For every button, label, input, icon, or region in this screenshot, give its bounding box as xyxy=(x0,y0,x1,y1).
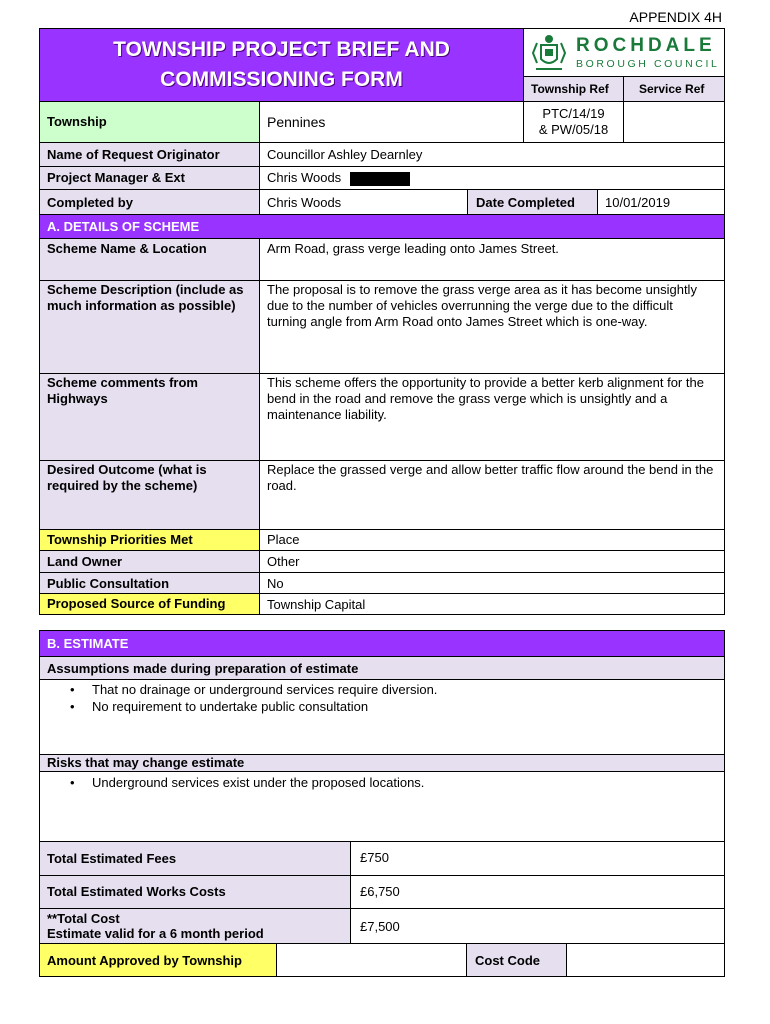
manager-value: Chris Woods xyxy=(267,170,342,185)
works-label-cell: Total Estimated Works Costs xyxy=(39,875,351,909)
completed-by-value-cell xyxy=(259,189,468,215)
priorities-value: Place xyxy=(267,532,300,547)
funding-value-cell xyxy=(259,593,725,615)
scheme-name-value: Arm Road, grass verge leading onto James Street. xyxy=(267,241,559,256)
form-title-box xyxy=(39,28,524,102)
approved-label-cell: Amount Approved by Township xyxy=(39,943,277,977)
date-completed-value-cell xyxy=(597,189,725,215)
funding-label-cell: Proposed Source of Funding xyxy=(39,593,260,615)
risk-item: • Underground services exist under the proposed locations. xyxy=(40,774,724,791)
assumption-item: • No requirement to undertake public consultation xyxy=(40,698,724,715)
section-a-header: A. DETAILS OF SCHEME xyxy=(39,214,725,239)
consultation-value: No xyxy=(267,576,284,591)
township-label-cell: Township xyxy=(39,101,260,143)
assumption-item: • That no drainage or underground services require diversion. xyxy=(40,681,724,698)
completed-by-value: Chris Woods xyxy=(267,195,342,210)
assumptions-label-cell: Assumptions made during preparation of estimate xyxy=(39,656,725,680)
township-value-cell xyxy=(259,101,524,143)
fees-label-cell: Total Estimated Fees xyxy=(39,841,351,876)
consultation-label-cell: Public Consultation xyxy=(39,572,260,594)
cost-code-label-cell: Cost Code xyxy=(466,943,567,977)
township-ref-value-cell xyxy=(523,101,624,143)
scheme-name-value-cell xyxy=(259,238,725,281)
form-title-line1: TOWNSHIP PROJECT BRIEF AND xyxy=(113,38,450,61)
land-owner-label-cell: Land Owner xyxy=(39,550,260,573)
cost-code-value-cell xyxy=(566,943,725,977)
priorities-label-cell: Township Priorities Met xyxy=(39,529,260,551)
total-cost-value-cell xyxy=(350,908,725,944)
total-cost-value: £7,500 xyxy=(360,919,400,934)
township-ref-value: PTC/14/19 & PW/05/18 xyxy=(538,106,609,137)
council-logo-box xyxy=(523,28,725,77)
fees-value-cell xyxy=(350,841,725,876)
priorities-value-cell xyxy=(259,529,725,551)
assumptions-list-cell xyxy=(39,679,725,755)
manager-label-cell: Project Manager & Ext xyxy=(39,166,260,190)
section-b-header: B. ESTIMATE xyxy=(39,630,725,657)
date-completed-label-cell: Date Completed xyxy=(467,189,598,215)
description-value-cell xyxy=(259,280,725,374)
outcome-value: Replace the grassed verge and allow better traffic flow around the bend in the road. xyxy=(267,462,714,493)
comments-value: This scheme offers the opportunity to provide a better kerb alignment for the bend in the road and remove the grass verge which is unsightly and a maintenance liability. xyxy=(267,375,704,422)
land-owner-value-cell xyxy=(259,550,725,573)
service-ref-header: Service Ref xyxy=(623,76,725,102)
form-title-line2: COMMISSIONING FORM xyxy=(160,68,403,91)
comments-label-cell: Scheme comments from Highways xyxy=(39,373,260,461)
comments-value-cell xyxy=(259,373,725,461)
redacted-extension xyxy=(350,172,410,186)
originator-label-cell: Name of Request Originator xyxy=(39,142,260,167)
risks-label-cell: Risks that may change estimate xyxy=(39,754,725,772)
scheme-name-label-cell: Scheme Name & Location xyxy=(39,238,260,281)
risks-list-cell xyxy=(39,771,725,842)
appendix-label: APPENDIX 4H xyxy=(629,9,722,25)
land-owner-value: Other xyxy=(267,554,300,569)
township-ref-header: Township Ref xyxy=(523,76,624,102)
fees-value: £750 xyxy=(360,850,389,865)
consultation-value-cell xyxy=(259,572,725,594)
council-logo-name: ROCHDALE xyxy=(576,35,716,56)
total-cost-label-cell: **Total Cost Estimate valid for a 6 month period xyxy=(39,908,351,944)
council-crest-icon xyxy=(532,33,566,73)
works-value-cell xyxy=(350,875,725,909)
originator-value: Councillor Ashley Dearnley xyxy=(267,147,423,162)
township-value: Pennines xyxy=(267,114,326,130)
outcome-label-cell: Desired Outcome (what is required by the scheme) xyxy=(39,460,260,530)
completed-by-label-cell: Completed by xyxy=(39,189,260,215)
originator-value-cell xyxy=(259,142,725,167)
manager-value-cell xyxy=(259,166,725,190)
funding-value: Township Capital xyxy=(267,597,366,612)
works-value: £6,750 xyxy=(360,884,400,899)
description-value: The proposal is to remove the grass verge area as it has become unsightly due to the number of vehicles overrunning the verge due to the difficult turning angle from Arm Road onto James Street which is one-way. xyxy=(267,282,697,329)
service-ref-value-cell xyxy=(623,101,725,143)
outcome-value-cell xyxy=(259,460,725,530)
approved-value-cell xyxy=(276,943,467,977)
council-logo-subtitle: BOROUGH COUNCIL xyxy=(576,58,720,70)
description-label-cell: Scheme Description (include as much information as possible) xyxy=(39,280,260,374)
date-completed-value: 10/01/2019 xyxy=(605,195,671,210)
